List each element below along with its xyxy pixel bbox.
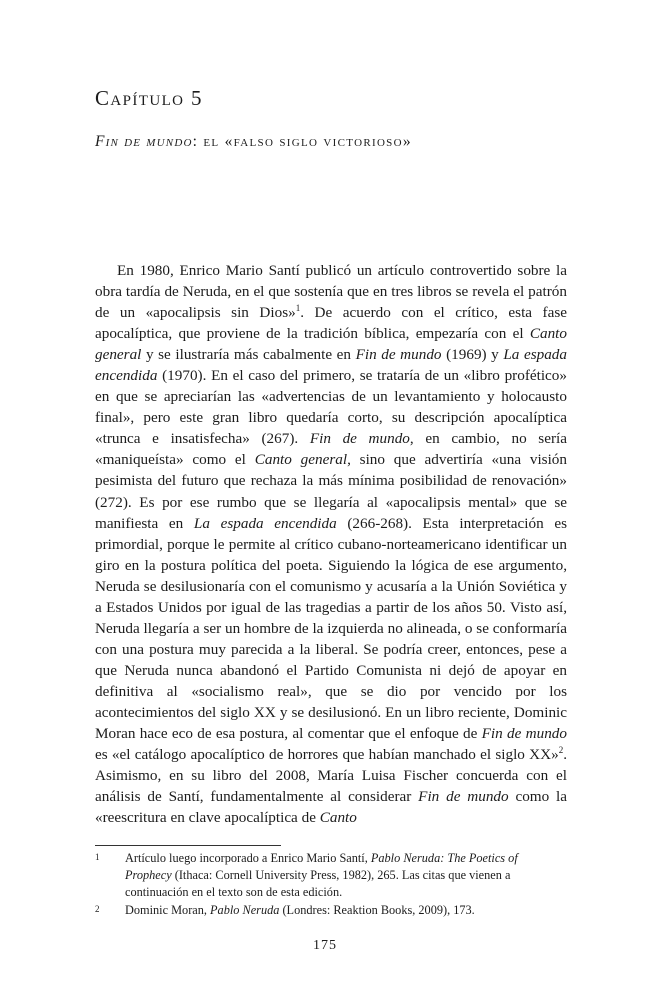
- book-title: Pablo Neruda: [210, 902, 280, 917]
- book-title: Canto general: [95, 325, 567, 364]
- footnote-text: [125, 850, 567, 902]
- chapter-number: 5: [191, 86, 203, 110]
- footnotes: [95, 850, 567, 919]
- text-run: Dominic Moran,: [125, 902, 211, 917]
- footnote: [95, 850, 567, 902]
- book-title: Canto: [319, 809, 357, 827]
- book-title: Canto general: [254, 451, 348, 469]
- footnote-number: 1: [95, 852, 100, 862]
- text-run: . Asimismo, en su libro del 2008, María Luisa Fischer concuerda con el análisis de Santí, fundamentalmente al considerar: [95, 746, 567, 806]
- book-title: Fin de mundo: [355, 346, 442, 364]
- text-run: (266-268). Esta interpretación es primordial, porque le permite al crítico cubano-norteamericano identificar un giro en la postura política del poeta. Siguiendo la lógica de ese argumento, Neruda se desilusionaría con el comunismo y acusaría a la Unión Soviética y a Estados Unidos por igual de las tragedias a partir de los años 50. Visto así, Neruda llegaría a ser un hombre de la izquierda no alineada, o se conformaría con una postura muy parecida a la liberal. Se podría creer, entonces, pese a que Neruda nunca abandonó el Partido Comunista ni dejó de apoyar en definitiva al «socialismo real», que se dio por vencido por los acontecimientos del siglo XX y se desilusionó. En un libro reciente, Dominic Moran hace eco de esa postura, al comentar que el enfoque de: [95, 514, 567, 743]
- footnote-divider: [95, 845, 281, 846]
- body-text: [95, 260, 567, 828]
- page-number: 175: [313, 938, 337, 953]
- footnote-reference: 2: [558, 745, 564, 756]
- book-title: La espada encendida: [95, 346, 567, 385]
- text-run: y se ilustraría más cabalmente en: [141, 346, 356, 364]
- book-title: Fin de mundo: [309, 430, 410, 448]
- text-run: En 1980, Enrico Mario Santí publicó un artículo controvertido sobre la obra tardía de Neruda, en el que sostenía que en tres libros se revela el patrón de un «apocalipsis sin Dios»: [95, 262, 567, 322]
- text-run: es «el catálogo apocalíptico de horrores que habían manchado el siglo XX»: [95, 746, 559, 764]
- book-title: Fin de mundo: [481, 725, 567, 743]
- text-run: , en cambio, no sería «maniqueísta» como el: [95, 430, 567, 469]
- chapter-subtitle: [95, 133, 412, 151]
- text-run: (Londres: Reaktion Books, 2009), 173.: [279, 902, 475, 917]
- book-title: La espada encendida: [193, 514, 337, 532]
- footnote-reference: 1: [295, 303, 301, 314]
- chapter-heading: [95, 86, 203, 111]
- text-run: , sino que advertiría «una visión pesimista del futuro que rechaza la más mínima posibilidad de renovación» (272). Es por ese rumbo que se llegaría al «apocalipsis mental» que se manifiesta en: [95, 451, 567, 532]
- text-run: como la «reescritura en clave apocalíptica de: [95, 788, 568, 827]
- text-run: (1969) y: [441, 346, 504, 364]
- footnote-number: 2: [95, 903, 100, 914]
- book-title: Fin de mundo: [418, 788, 509, 806]
- body-paragraph: [95, 260, 567, 828]
- footnote: [95, 902, 567, 919]
- footnote-text: [125, 902, 567, 919]
- text-run: . De acuerdo con el crítico, esta fase apocalíptica, que proviene de la tradición bíblica, empezaría con el: [95, 304, 568, 343]
- subtitle-rest: : el «falso siglo victorioso»: [192, 133, 412, 150]
- text-run: (Ithaca: Cornell University Press, 1982), 265. Las citas que vienen a continuación en el texto son de esta edición.: [125, 868, 511, 900]
- subtitle-book-title: Fin de mundo: [95, 133, 193, 150]
- text-run: Artículo luego incorporado a Enrico Mario Santí,: [125, 851, 371, 865]
- text-run: (1970). En el caso del primero, se trataría de un «libro profético» en que se apreciarían las «advertencias de un levantamiento y holocausto final», pero este gran libro quedaría corto, su descripción apocalíptica «trunca e insatisfecha» (267).: [95, 367, 567, 448]
- chapter-label: Capítulo: [95, 86, 185, 110]
- book-title: Pablo Neruda: The Poetics of Prophecy: [125, 851, 518, 883]
